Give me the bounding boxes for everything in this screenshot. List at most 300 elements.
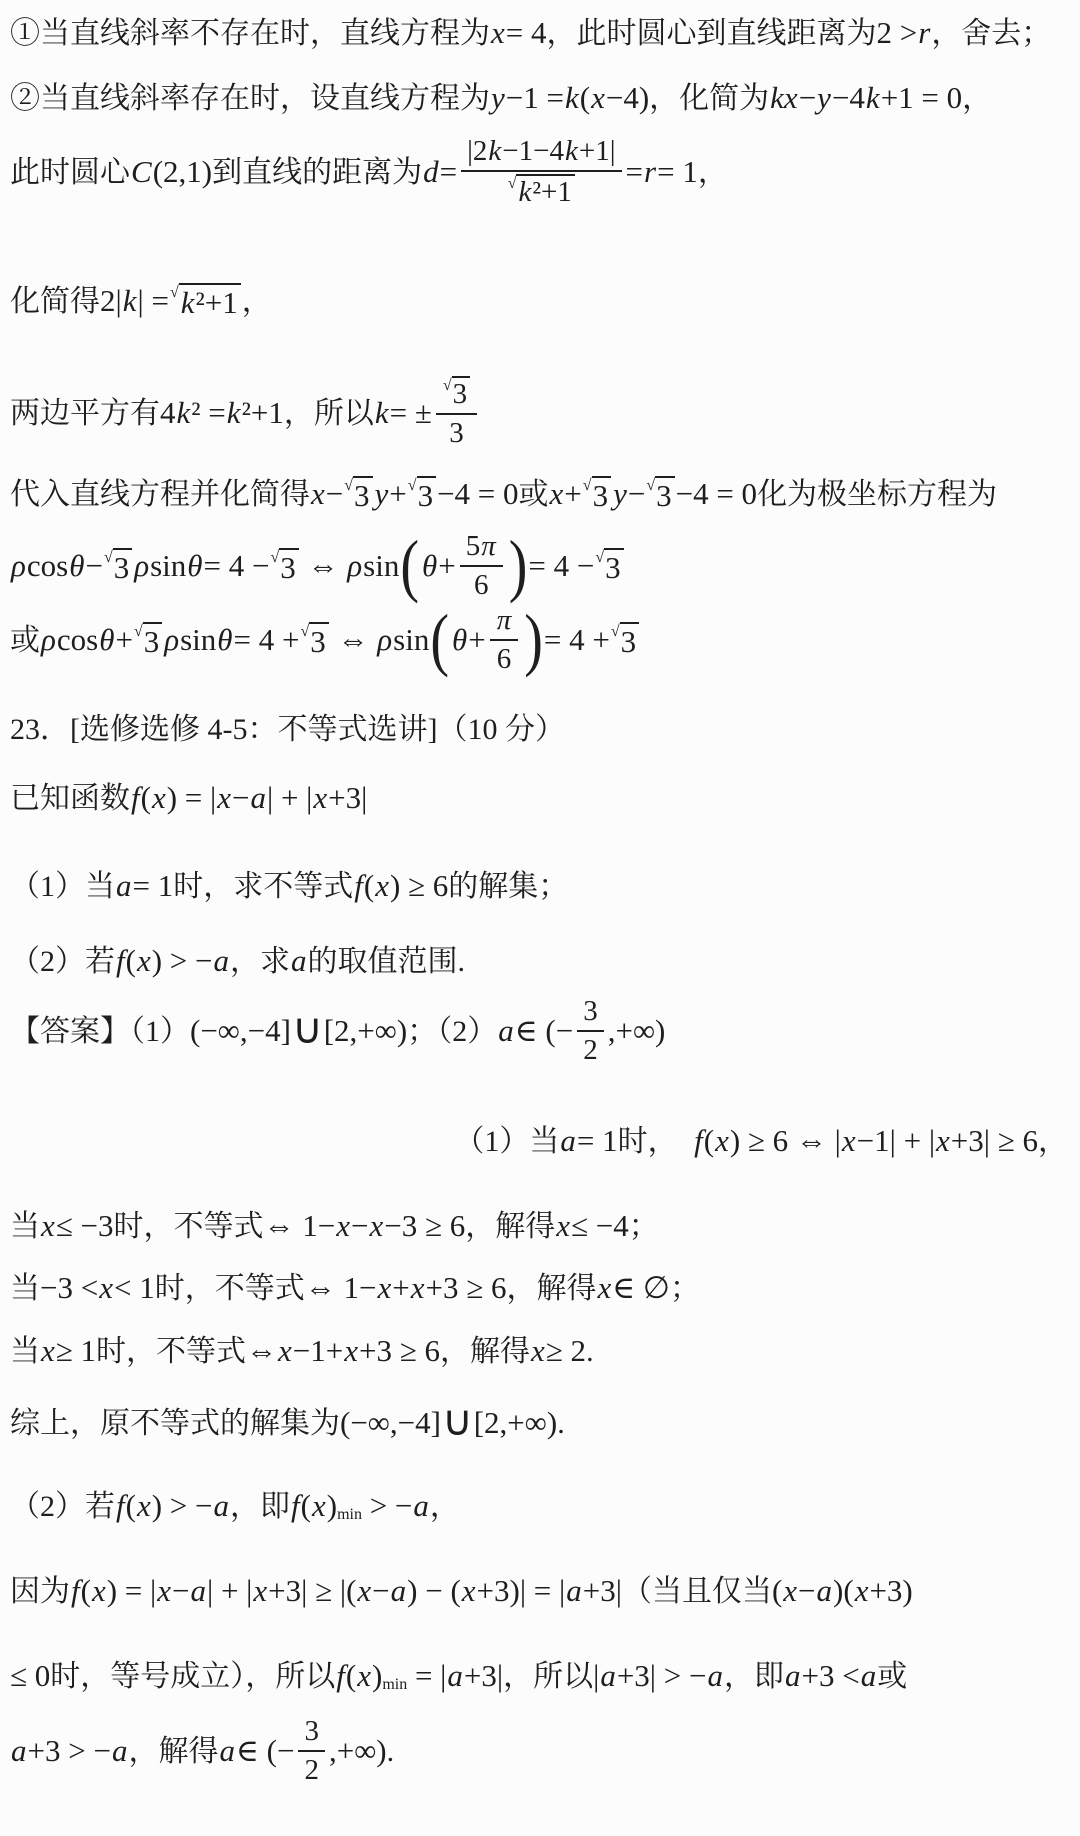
paren-content	[449, 604, 524, 677]
text-run: （2）若	[10, 945, 115, 978]
radicand	[604, 548, 624, 586]
math-run: −1 =	[505, 80, 564, 116]
text-run: ，	[429, 1490, 460, 1523]
case1-slope-undefined	[10, 14, 1068, 53]
square-root	[508, 174, 575, 209]
math-run: 3	[143, 623, 160, 659]
fraction-denominator	[583, 1032, 598, 1067]
math-variable: k	[122, 283, 137, 319]
math-run	[678, 1122, 694, 1161]
square-root	[134, 622, 162, 660]
math-run: −1| + |	[856, 1123, 936, 1159]
text-run: 到直线的距离为	[212, 155, 423, 189]
fraction-numerator	[461, 135, 621, 172]
text-run: ；	[628, 1210, 659, 1243]
problem-23-heading	[10, 710, 1068, 749]
math-variable: a	[213, 1488, 230, 1524]
subscript: min	[337, 1506, 362, 1523]
text-run: ，解得	[465, 1210, 556, 1243]
math-run: |2	[467, 135, 488, 167]
math-run: cos	[56, 621, 99, 657]
math-run: ) ≥ 6	[389, 868, 449, 904]
fraction	[577, 995, 604, 1068]
subscript: min	[382, 1676, 408, 1693]
part1-question	[10, 867, 1068, 906]
math-variable: x	[336, 1208, 351, 1244]
radical-sign: √	[133, 622, 143, 640]
square-root	[170, 283, 241, 321]
math-variable: θ	[187, 547, 203, 583]
math-run: (	[579, 80, 591, 116]
close-paren: )	[508, 527, 528, 606]
math-variable: k	[518, 176, 532, 209]
math-run: 3	[113, 549, 130, 585]
math-run: sin	[180, 621, 217, 657]
math-run: ≥ 1	[55, 1333, 97, 1369]
math-run: +3|	[328, 780, 368, 816]
math-variable: x	[344, 1333, 359, 1369]
fraction-denominator	[449, 415, 464, 450]
math-run: (	[703, 1123, 715, 1159]
math-variable: a	[190, 1573, 206, 1609]
math-variable: a	[11, 1732, 27, 1768]
math-run: 2	[583, 1034, 598, 1067]
math-run: −	[85, 547, 103, 583]
math-run: −	[172, 1573, 190, 1609]
math-variable: f	[116, 943, 125, 979]
text-run: 时，求不等式	[173, 870, 354, 903]
math-run: ⇔	[246, 1333, 278, 1369]
math-run: +3 ≥ 6	[359, 1333, 441, 1369]
math-variable: x	[311, 476, 325, 512]
math-run: ∈ (−	[235, 1732, 295, 1768]
radical-sign: √	[103, 548, 113, 566]
math-variable: a	[116, 868, 132, 904]
math-run: −	[798, 80, 817, 116]
math-run: sin	[150, 547, 187, 583]
square-root	[104, 548, 132, 586]
math-run: +3 ≥ 6	[425, 1270, 507, 1306]
math-run: ) − (	[407, 1573, 461, 1609]
text-run: 【答案】（1）	[10, 1014, 190, 1048]
square-root	[271, 548, 299, 586]
math-variable: x	[410, 1270, 425, 1306]
math-run: (	[140, 780, 151, 816]
square-root	[583, 476, 611, 514]
math-run: ) = |	[166, 780, 217, 816]
math-run: 3	[280, 549, 296, 585]
math-variable: x	[375, 868, 389, 904]
math-variable: x	[278, 1333, 292, 1369]
math-run: −4 = 0	[437, 476, 519, 512]
text-run: 时，不等式	[113, 1210, 264, 1243]
math-run: 3	[354, 477, 370, 513]
part2-inequality	[10, 1572, 1068, 1611]
math-run: (	[771, 1573, 783, 1609]
math-run: ²+1	[532, 176, 572, 209]
radical-sign: √	[270, 548, 280, 566]
math-run: ,+∞)	[607, 1012, 666, 1048]
fraction-numerator	[298, 1715, 325, 1752]
math-variable: θ	[69, 547, 85, 583]
math-run: (	[125, 943, 136, 979]
math-run: +3| ≥ 6	[950, 1123, 1038, 1159]
case-x-ge-1	[10, 1332, 1068, 1371]
math-run: 2	[304, 1754, 319, 1787]
fraction	[298, 1715, 325, 1788]
math-run: = 4 −	[203, 547, 270, 583]
math-variable: x	[136, 1488, 151, 1524]
math-run: +3| > −	[616, 1658, 707, 1694]
union-symbol: ∪	[291, 1004, 323, 1054]
math-variable: k	[564, 80, 579, 116]
text-run: 化简得	[10, 285, 100, 318]
math-variable: ρ	[134, 547, 150, 583]
text-run: ，即	[723, 1660, 784, 1693]
math-variable: d	[423, 153, 439, 189]
square-root	[646, 476, 674, 514]
open-paren: (	[400, 527, 420, 606]
math-variable: x	[841, 1123, 856, 1159]
math-run: = 4 +	[233, 621, 300, 657]
text-run: 两边平方有	[10, 396, 160, 430]
radicand	[655, 476, 675, 514]
math-variable: a	[250, 780, 266, 816]
math-variable: k	[180, 284, 195, 320]
radicand	[620, 622, 640, 660]
math-variable: ρ	[41, 621, 56, 657]
math-variable: θ	[452, 621, 468, 657]
square-root	[611, 622, 639, 660]
math-variable: y	[817, 80, 831, 116]
fraction-numerator	[577, 995, 604, 1032]
math-run: 3	[656, 477, 672, 513]
math-run: 3	[304, 1715, 319, 1747]
fraction	[461, 135, 621, 210]
radical-sign: √	[507, 175, 517, 193]
math-run: 3	[620, 623, 637, 659]
math-run: ⇔ 1−	[263, 1208, 336, 1244]
radical-sign: √	[442, 377, 452, 394]
math-variable: ρ	[164, 621, 180, 657]
math-variable: x	[549, 476, 564, 512]
close-paren: )	[524, 601, 543, 680]
text-run: ，	[697, 155, 728, 189]
math-run: +3)| = |	[476, 1573, 566, 1609]
fraction-numerator	[436, 376, 477, 415]
radical-sign: √	[344, 476, 354, 494]
math-variable: f	[336, 1658, 345, 1694]
math-run: < 1	[113, 1270, 155, 1306]
text-run: 化为极坐标方程为	[757, 478, 998, 511]
math-run: −	[627, 476, 646, 512]
part2-question	[10, 942, 1068, 981]
math-run: +1 = 0	[880, 80, 963, 116]
math-run: +	[392, 1270, 410, 1306]
math-variable: a	[390, 1573, 407, 1609]
math-variable: a	[707, 1658, 723, 1694]
math-run: −1−4	[502, 135, 564, 167]
math-run: +	[438, 547, 456, 583]
math-variable: x	[91, 1573, 106, 1609]
math-variable: a	[111, 1732, 128, 1768]
radical-sign: √	[300, 622, 310, 640]
text-run: ，解得	[506, 1272, 597, 1305]
math-variable: x	[217, 780, 231, 816]
math-run: −3 <	[40, 1270, 99, 1306]
math-run: ,+∞)	[328, 1732, 387, 1768]
square-root	[595, 548, 623, 586]
math-variable: θ	[422, 547, 438, 583]
math-run: −	[798, 1573, 816, 1609]
math-variable: a	[447, 1658, 463, 1694]
math-run: |	[593, 1658, 600, 1694]
fraction-denominator	[507, 172, 576, 209]
math-variable: π	[496, 604, 512, 636]
radical-sign: √	[582, 476, 592, 494]
math-variable: x	[313, 780, 328, 816]
math-run: ⇔	[329, 621, 377, 657]
radicand	[452, 376, 471, 411]
text-run: 或	[877, 1660, 908, 1693]
radicand	[516, 174, 574, 209]
text-run: 时，不等式	[96, 1335, 247, 1368]
math-run: −	[325, 476, 344, 512]
math-run: 6	[474, 569, 489, 602]
math-variable: a	[219, 1732, 235, 1768]
math-run: −4	[831, 80, 865, 116]
math-run: = |	[407, 1658, 447, 1694]
math-variable: k	[488, 135, 502, 167]
square-root	[443, 376, 470, 411]
math-run: (2,1)	[152, 153, 213, 189]
math-variable: k	[865, 80, 880, 116]
math-run: ≥ 2	[545, 1333, 587, 1369]
math-variable: π	[481, 530, 496, 562]
text-run: 代入直线方程并化简得	[10, 478, 310, 511]
math-run: 3	[310, 623, 326, 659]
math-variable: x	[491, 15, 505, 51]
text-run: ，	[1038, 1125, 1068, 1158]
text-run: 的取值范围.	[307, 945, 466, 978]
math-run: (−∞,−4]	[190, 1012, 291, 1048]
distance-formula	[10, 135, 1068, 210]
math-variable: x	[357, 1573, 372, 1609]
math-variable: x	[461, 1573, 476, 1609]
math-variable: a	[498, 1012, 514, 1048]
square-root	[408, 476, 436, 514]
fraction	[460, 530, 503, 603]
math-variable: r	[918, 15, 931, 51]
text-run: 因为	[10, 1575, 70, 1608]
math-variable: x	[377, 1270, 392, 1306]
text-run: ，化简为	[649, 82, 770, 115]
text-run: 23．[选修选修 4-5：不等式选讲]（10 分）	[10, 713, 565, 746]
math-run: = 1	[657, 153, 698, 189]
math-variable: θ	[99, 621, 115, 657]
math-variable: a	[784, 1658, 801, 1694]
math-variable: x	[591, 80, 605, 116]
math-variable: a	[860, 1658, 877, 1694]
math-run: ≤ −4	[571, 1208, 629, 1244]
fraction-numerator	[490, 604, 519, 641]
math-variable: x	[151, 780, 166, 816]
math-variable: y	[374, 476, 389, 512]
math-variable: x	[556, 1208, 571, 1244]
math-run: )(	[833, 1573, 854, 1609]
text-run: ，	[241, 285, 272, 318]
text-run: 时，	[617, 1125, 678, 1158]
text-run: （当且仅当	[621, 1575, 772, 1608]
radicand	[353, 476, 373, 514]
math-run: [2,+∞)	[323, 1012, 408, 1048]
math-variable: x	[311, 1488, 326, 1524]
line-equations	[10, 475, 1068, 514]
text-run: 当	[10, 1335, 40, 1368]
math-run: =	[439, 153, 458, 189]
answer-summary	[10, 995, 1068, 1068]
math-variable: a	[413, 1488, 429, 1524]
math-variable: ρ	[377, 621, 393, 657]
text-run: （1）当	[454, 1125, 560, 1158]
text-run: ；（2）	[407, 1014, 498, 1048]
math-variable: r	[644, 153, 657, 189]
given-function	[10, 779, 1068, 818]
math-run: = 1	[576, 1123, 618, 1159]
math-run: ∈ ∅	[612, 1270, 670, 1306]
math-variable: x	[936, 1123, 950, 1159]
math-run: +3)	[869, 1573, 913, 1609]
text-run: 或	[10, 623, 40, 657]
math-run: = 1	[132, 868, 174, 904]
text-run: ，解得	[440, 1335, 531, 1368]
math-variable: k	[374, 394, 389, 430]
text-run: .	[586, 1335, 594, 1368]
math-variable: x	[783, 1573, 798, 1609]
math-variable: C	[131, 153, 152, 189]
squared-equation	[10, 376, 1068, 451]
math-run: [2,+∞)	[473, 1404, 558, 1440]
case2-slope-exists	[10, 79, 1068, 118]
math-run: −4)	[605, 80, 650, 116]
math-run: = 4 −	[528, 547, 595, 583]
big-paren-group	[430, 601, 543, 680]
math-run: +1|	[578, 135, 616, 167]
math-run: sin	[393, 621, 430, 657]
math-run: (	[125, 1488, 136, 1524]
math-variable: y	[613, 476, 627, 512]
math-variable: x	[41, 1208, 55, 1244]
paren-content	[419, 530, 509, 603]
math-variable: x	[157, 1573, 171, 1609]
math-run: 2 >	[876, 15, 918, 51]
square-root	[344, 476, 372, 514]
text-run: ，解得	[128, 1734, 219, 1768]
text-run: 时，等号成立），所以	[50, 1660, 336, 1693]
radical-sign: √	[169, 283, 179, 301]
math-run: 6	[496, 643, 512, 676]
math-variable: f	[116, 1488, 125, 1524]
math-variable: a	[560, 1123, 576, 1159]
math-variable: k	[176, 394, 191, 430]
math-run: = 4	[505, 15, 547, 51]
math-run: +3 <	[801, 1658, 860, 1694]
math-run: sin	[363, 547, 400, 583]
radicand	[279, 548, 299, 586]
math-run: −1+	[292, 1333, 344, 1369]
math-run: > −	[361, 1488, 413, 1524]
math-run: 3	[449, 417, 464, 450]
radical-sign: √	[646, 476, 656, 494]
math-run: +3|	[582, 1573, 622, 1609]
text-run: 当	[10, 1210, 40, 1243]
math-variable: a	[291, 943, 307, 979]
math-run: =	[625, 153, 644, 189]
text-run: .	[557, 1406, 565, 1440]
union-symbol: ∪	[441, 1396, 473, 1445]
text-run: .	[386, 1734, 395, 1768]
math-run: ) ≥ 6 ⇔ |	[729, 1123, 841, 1159]
math-variable: f	[131, 780, 140, 816]
radicand	[592, 476, 612, 514]
radicand	[179, 283, 241, 321]
text-run: ，此时圆心到直线距离为	[546, 17, 877, 50]
text-run: ，即	[230, 1490, 291, 1523]
text-run: 或	[518, 478, 549, 511]
math-variable: x	[253, 1573, 268, 1609]
math-variable: y	[491, 80, 505, 116]
math-variable: f	[71, 1573, 80, 1609]
fraction	[436, 376, 477, 451]
math-run: | + |	[206, 1573, 253, 1609]
math-run: = 4 +	[543, 621, 610, 657]
math-run: ∈ (−	[514, 1012, 574, 1048]
math-run: +3|	[463, 1658, 504, 1694]
math-run: ) = |	[106, 1573, 157, 1609]
math-run: −4 = 0	[675, 476, 758, 512]
math-run: 3	[417, 477, 434, 513]
math-run: 5	[465, 530, 481, 562]
text-run: 时，不等式	[154, 1272, 305, 1305]
math-run: +	[564, 476, 582, 512]
polar-equation-2	[10, 601, 1068, 680]
math-run: 3	[583, 995, 598, 1027]
math-variable: ρ	[11, 547, 26, 583]
simplified-equation	[10, 282, 1068, 321]
math-run: (	[363, 868, 375, 904]
math-variable: θ	[217, 621, 233, 657]
part2-continued	[10, 1657, 1068, 1696]
math-variable: x	[715, 1123, 729, 1159]
text-run: （2）若	[10, 1490, 115, 1523]
math-variable: x	[597, 1270, 612, 1306]
math-run: ≤ 0	[10, 1658, 51, 1694]
math-run: +3 > −	[27, 1732, 111, 1768]
part1-solution-start	[10, 1122, 1068, 1161]
math-variable: x	[136, 943, 151, 979]
math-variable: x	[41, 1333, 55, 1369]
math-variable: x	[854, 1573, 869, 1609]
math-variable: k	[564, 135, 578, 167]
text-run: ，所以	[503, 1660, 594, 1693]
radicand	[143, 622, 163, 660]
radical-sign: √	[407, 476, 417, 494]
math-run: | + |	[266, 780, 313, 816]
radicand	[417, 476, 437, 514]
radical-sign: √	[610, 622, 620, 640]
math-run: +	[115, 621, 133, 657]
open-paren: (	[430, 601, 450, 680]
